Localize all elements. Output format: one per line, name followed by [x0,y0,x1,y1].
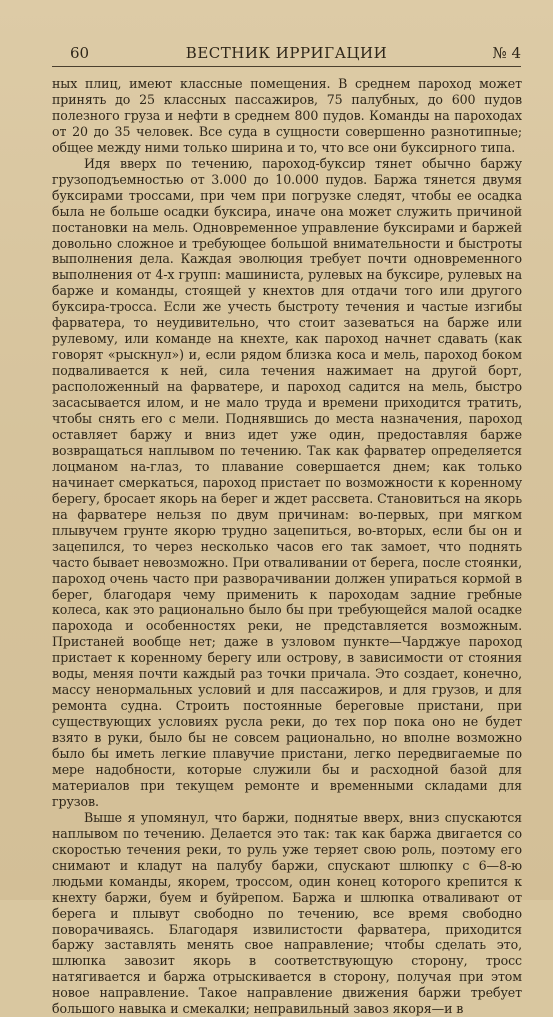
paragraph: Идя вверх по течению, пароход-буксир тянет обычно баржу грузоподъемностью от 3.000 до 10.000 пудов. Баржа тянется двумя буксирами троссами, при чем при погрузке следят, чтобы ее осадка была не больше осадки буксира, иначе она может служить причиной постановки на мель. Одновременное управление буксирами и баржей довольно сложное и требующее большой внимательности и быстроты выполнения дела. Каждая эволюция требует почти одновременного выполнения от 4-х групп: машиниста, рулевых на буксире, рулевых на барже и команды, стоящей у кнехтов для отдачи того или другого буксира-тросса. Если же учесть быстроту течения и частые изгибы фарватера, то неудивительно, что стоит зазеваться на барже или рулевому, или команде на кнехте, как пароход начнет сдавать (как говорят «рыскнул») и, если рядом близка коса и мель, пароход боком подваливается к ней, сила течения нажимает на другой борт, расположенный на фарватере, и пароход садится на мель, быстро засасывается илом, и не мало труда и времени приходится тратить, чтобы снять его с мели. Поднявшись до места назначения, пароход оставляет баржу и вниз идет уже один, предоставляя барже возвращаться наплывом по течению. Так как фарватер определяется лоцманом на-глаз, то плавание совершается днем; как только начинает смеркаться, пароход пристает по возможности к коренному берегу, бросает якорь на берег и ждет рассвета. Становиться на якорь на фарватере нельзя по двум причинам: во-первых, при мягком плывучем грунте якорю трудно зацепиться, во-вторых, если бы он и зацепился, то через несколько часов его так замоет, что поднять часто бывает невозможно. При отваливании от берега, после стоянки, пароход очень часто при разворачивании должен упираться кормой в берег, благодаря чему применить к пароходам задние гребные колеса, как это рационально было бы при требующейся малой осадке парохода и особенностях реки, не представляется возможным. Пристаней вообще нет; даже в узловом пункте—Чарджуе пароход пристает к коренному берегу или острову, в зависимости от стояния воды, меняя почти каждый раз точки причала. Это создает, конечно, массу ненормальных условий и для пассажиров, и для грузов, и для ремонта судна. Строить постоянные береговые пристани, при существующих условиях русла реки, до тех пор пока оно не будет взято в руки, было бы не совсем рационально, но вполне возможно было бы иметь легкие плавучие пристани, легко передвигаемые по мере надобности, которые служили бы и расходной базой для материалов при текущем ремонте и временными складами для грузов. [52,155,522,809]
paragraph: Выше я упомянул, что баржи, поднятые вверх, вниз спускаются наплывом по течению. Делается это так: так как баржа двигается со скоростью течения реки, то руль уже теряет свою роль, поэтому его снимают и кладут на палубу баржи, спускают шлюпку с 6—8-ю людьми команды, якорем, троссом, один конец которого крепится к кнехту баржи, буем и буйрепом. Баржа и шлюпка отваливают от берега и плывут свободно по течению, все время свободно поворачиваясь. Благодаря извилистости фарватера, приходится баржу заставлять менять свое направление; чтобы сделать это, шлюпка завозит якорь в соответствующую сторону, тросс натягивается и баржа отрыскивается в сторону, получая при этом новое направление. Такое направление движения баржи требует большого навыка и смекалки; неправильный завоз якоря—и в [52,809,522,1017]
running-title: ВЕСТНИК ИРРИГАЦИИ [185,44,388,62]
page-number: 60 [70,44,90,62]
page-header [52,44,521,67]
paragraph: ных плиц, имеют классные помещения. В среднем пароход может принять до 25 классных пассажиров, 75 палубных, до 600 пудов полезного груза и нефти в среднем 800 пудов. Команды на пароходах от 20 до 35 человек. Все суда в сущности совершенно разнотипные; общее между ними только ширина и то, что все они буксирного типа. [52,76,522,155]
issue-number: № 4 [492,44,521,62]
article-body [52,76,522,1017]
